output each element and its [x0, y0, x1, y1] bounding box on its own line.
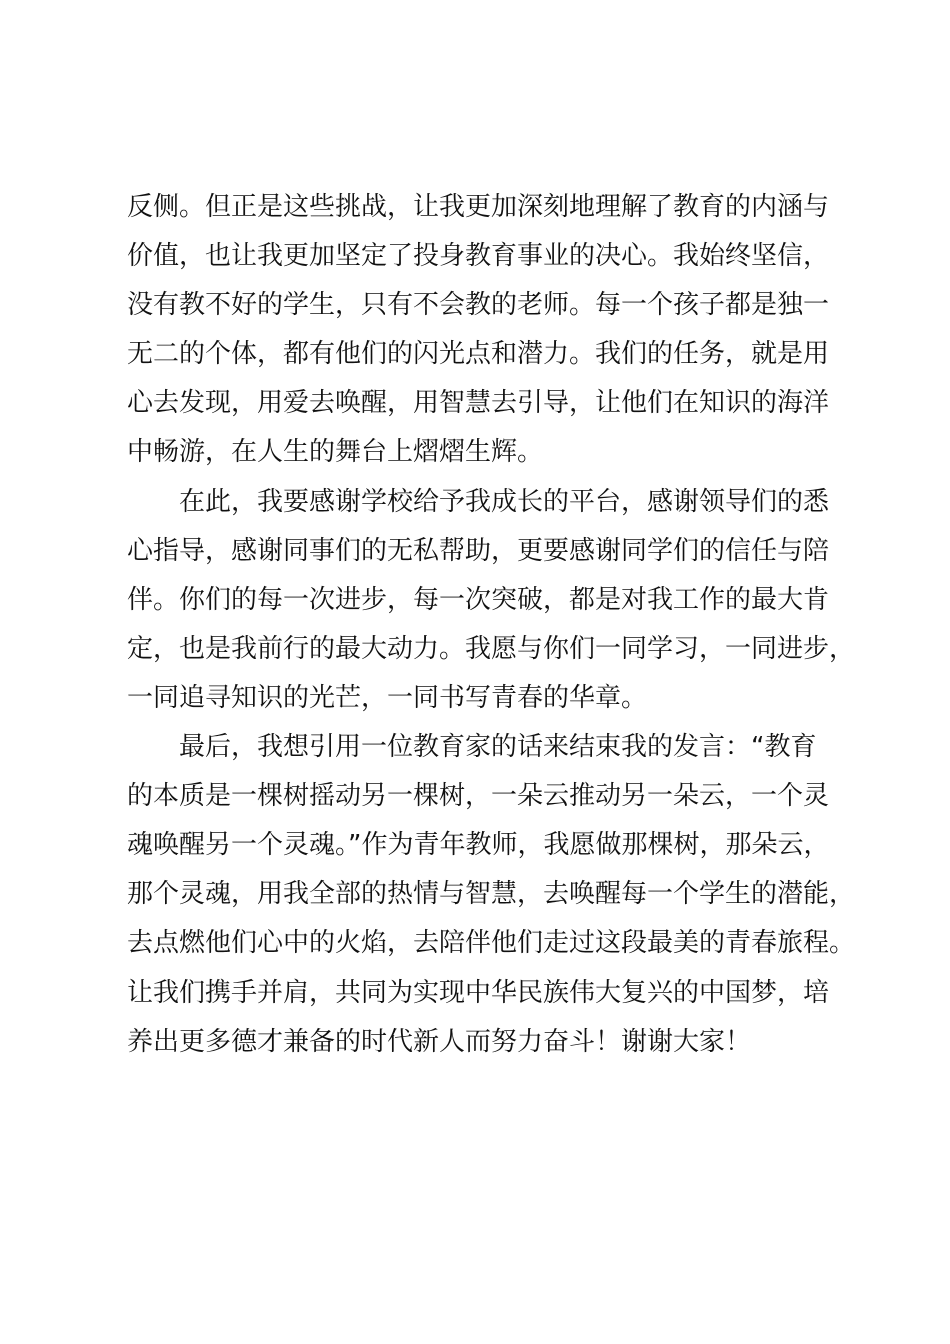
text-line-8: 心指导，感谢同事们的无私帮助，更要感谢同学们的信任与陪 [127, 535, 830, 566]
text-line-5: 心去发现，用爱去唤醒，用智慧去引导，让他们在知识的海洋 [127, 388, 830, 419]
text-line-4: 无二的个体，都有他们的闪光点和潜力。我们的任务，就是用 [127, 339, 830, 370]
document-body [127, 183, 867, 1067]
text-line-14: 魂唤醒另一个灵魂。”作为青年教师，我愿做那棵树，那朵云， [127, 830, 830, 861]
text-line-10: 定，也是我前行的最大动力。我愿与你们一同学习，一同进步， [127, 633, 856, 664]
text-line-9: 伴。你们的每一次进步，每一次突破，都是对我工作的最大肯 [127, 584, 830, 615]
text-line-17: 让我们携手并肩，共同为实现中华民族伟大复兴的中国梦，培 [127, 977, 830, 1008]
text-line-11: 一同追寻知识的光芒，一同书写青春的华章。 [127, 682, 648, 713]
text-line-1: 反侧。但正是这些挑战，让我更加深刻地理解了教育的内涵与 [127, 192, 830, 222]
text-line-2: 价值，也让我更加坚定了投身教育事业的决心。我始终坚信， [127, 241, 830, 272]
text-line-13: 的本质是一棵树摇动另一棵树，一朵云推动另一朵云，一个灵 [127, 781, 830, 812]
text-line-15: 那个灵魂，用我全部的热情与智慧，去唤醒每一个学生的潜能， [127, 879, 856, 910]
text-line-3: 没有教不好的学生，只有不会教的老师。每一个孩子都是独一 [127, 290, 830, 321]
paragraph-start-line-7: 在此，我要感谢学校给予我成长的平台，感谢领导们的悉 [179, 486, 830, 517]
paragraph-start-line-12: 最后，我想引用一位教育家的话来结束我的发言：“教育 [179, 732, 817, 763]
text-line-18: 养出更多德才兼备的时代新人而努力奋斗！谢谢大家！ [127, 1026, 752, 1057]
text-line-16: 去点燃他们心中的火焰，去陪伴他们走过这段最美的青春旅程。 [127, 928, 856, 959]
text-line-6: 中畅游，在人生的舞台上熠熠生辉。 [127, 437, 544, 468]
